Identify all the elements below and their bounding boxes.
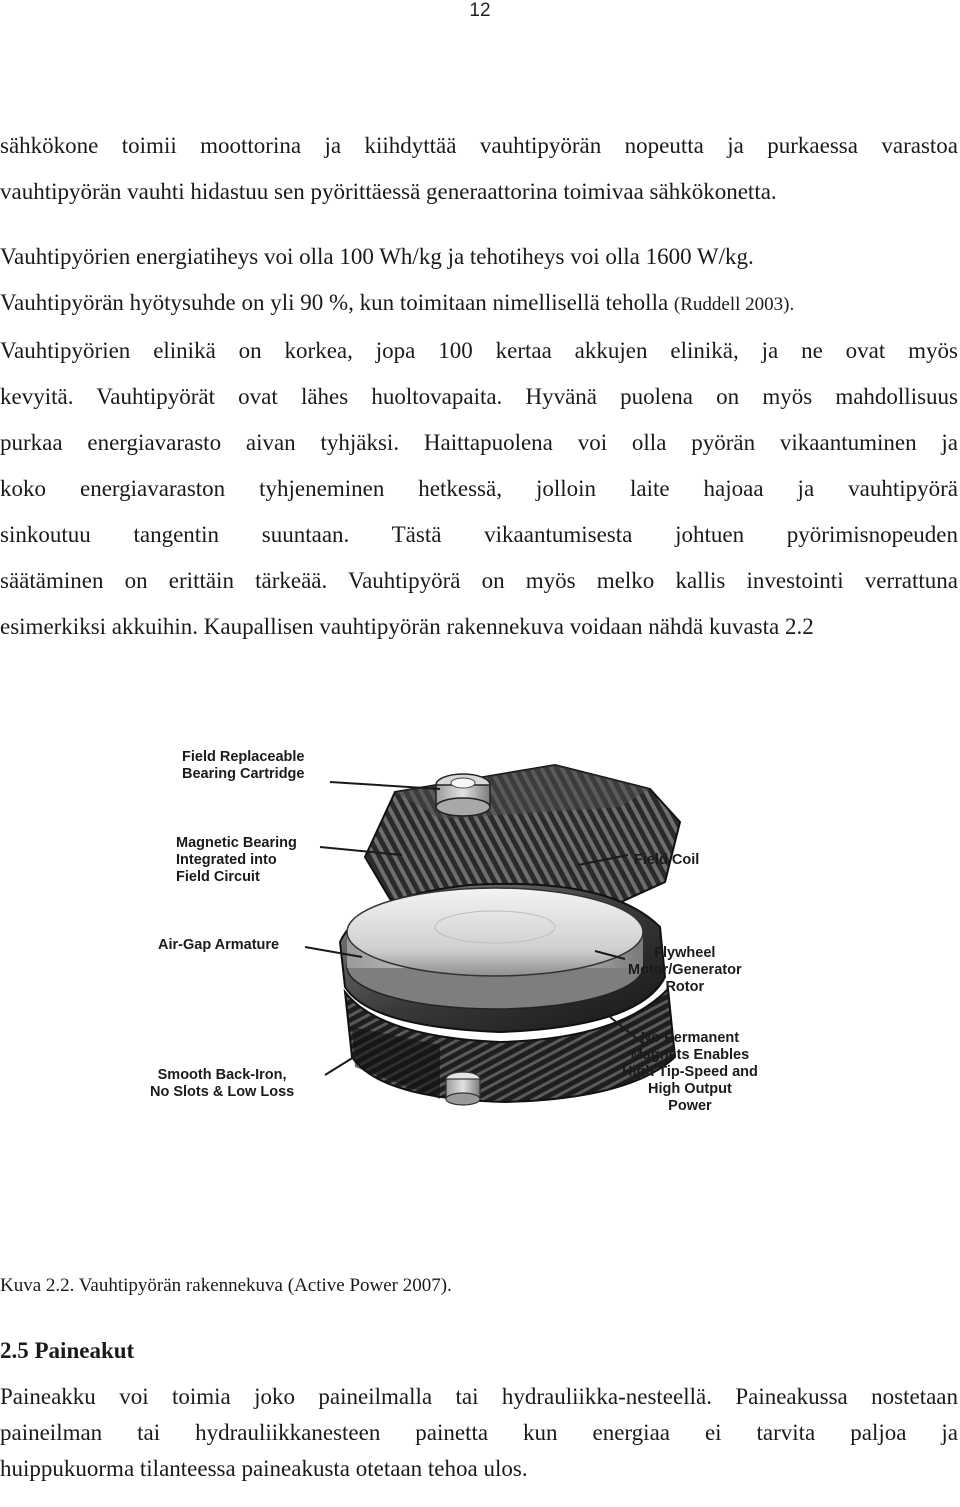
label-bearing-cartridge — [182, 749, 305, 783]
label-line: Rotor — [665, 979, 705, 995]
paragraph-flywheel-properties — [0, 234, 958, 650]
flywheel-cutaway-figure — [140, 727, 820, 1127]
label-line: Smooth Back-Iron, — [157, 1067, 287, 1083]
label-line: Integrated into — [176, 852, 277, 868]
page-number: 12 — [469, 0, 491, 21]
label-no-permanent-magnets — [622, 1030, 758, 1115]
label-line: Air-Gap Armature — [158, 937, 280, 953]
label-line: No Permanent — [640, 1030, 740, 1046]
paragraph-line: vauhtipyörän vauhti hidastuu sen pyörittäessä generaattorina toimivaa sähkökonetta. — [0, 179, 777, 204]
paragraph-line: esimerkiksi akkuihin. Kaupallisen vauhtipyörän rakennekuva voidaan nähdä kuvasta 2.2 — [0, 614, 814, 639]
paragraph-continuation — [0, 123, 958, 215]
label-line: High Output — [648, 1081, 732, 1097]
paragraph-line: sinkoutuu tangentin suuntaan. Tästä vikaantumisesta johtuen pyörimisnopeuden — [0, 522, 958, 547]
flywheel-rotor — [347, 888, 643, 1009]
paragraph-line-text: Vauhtipyörän hyötysuhde on yli 90 %, kun toimitaan nimellisellä teholla — [0, 290, 669, 315]
label-magnetic-bearing — [176, 835, 297, 886]
label-line: Field Circuit — [176, 869, 260, 885]
label-line: Magnets Enables — [630, 1047, 750, 1063]
label-line: No Slots & Low Loss — [150, 1084, 295, 1100]
paragraph-line: sähkökone toimii moottorina ja kiihdyttää vauhtipyörän nopeutta ja purkaessa varastoa — [0, 133, 958, 158]
lower-bearing-nut — [446, 1072, 480, 1105]
paragraph-line: koko energiavaraston tyhjeneminen hetkessä, jolloin laite hajoaa ja vauhtipyörä — [0, 476, 958, 501]
label-line: Bearing Cartridge — [182, 766, 305, 782]
paragraph-line: säätäminen on erittäin tärkeää. Vauhtipyörä on myös melko kallis investointi verrattuna — [0, 568, 958, 593]
label-line: Field Replaceable — [182, 749, 305, 765]
bearing-cartridge-top — [436, 774, 490, 816]
paragraph-line: purkaa energiavarasto aivan tyhjäksi. Haittapuolena voi olla pyörän vikaantuminen ja — [0, 430, 958, 455]
paragraph-line — [0, 280, 958, 328]
label-flywheel-rotor — [628, 945, 742, 996]
label-line: Motor/Generator — [628, 962, 742, 978]
figure-caption: Kuva 2.2. Vauhtipyörän rakennekuva (Active Power 2007). — [0, 1275, 452, 1296]
paragraph-line: Vauhtipyörien energiatiheys voi olla 100 Wh/kg ja tehotiheys voi olla 1600 W/kg. — [0, 244, 754, 269]
label-field-coil — [634, 852, 699, 869]
citation: (Ruddell 2003). — [673, 294, 795, 315]
label-line: Field Coil — [634, 852, 700, 868]
paragraph-line: Paineakku voi toimia joko paineilmalla tai hydrauliikka-nesteellä. Paineakussa nostetaan — [0, 1384, 958, 1409]
paragraph-pressure-accumulators — [0, 1379, 958, 1487]
paragraph-line: Vauhtipyörien elinikä on korkea, jopa 100 kertaa akkujen elinikä, ja ne ovat myös — [0, 338, 958, 363]
paragraph-line: huippukuorma tilanteessa paineakusta otetaan tehoa ulos. — [0, 1456, 528, 1481]
label-smooth-back-iron — [150, 1067, 294, 1101]
label-line: Flywheel — [654, 945, 716, 961]
label-line: High Tip-Speed and — [622, 1064, 758, 1080]
section-heading: 2.5 Paineakut — [0, 1338, 135, 1363]
label-line: Magnetic Bearing — [176, 835, 297, 851]
label-line: Power — [668, 1098, 712, 1114]
paragraph-line: paineilman tai hydrauliikkanesteen painetta kun energiaa ei tarvita paljoa ja — [0, 1420, 958, 1445]
label-air-gap-armature — [158, 937, 279, 954]
paragraph-line: kevyitä. Vauhtipyörät ovat lähes huoltovapaita. Hyvänä puolena on myös mahdollisuus — [0, 384, 958, 409]
